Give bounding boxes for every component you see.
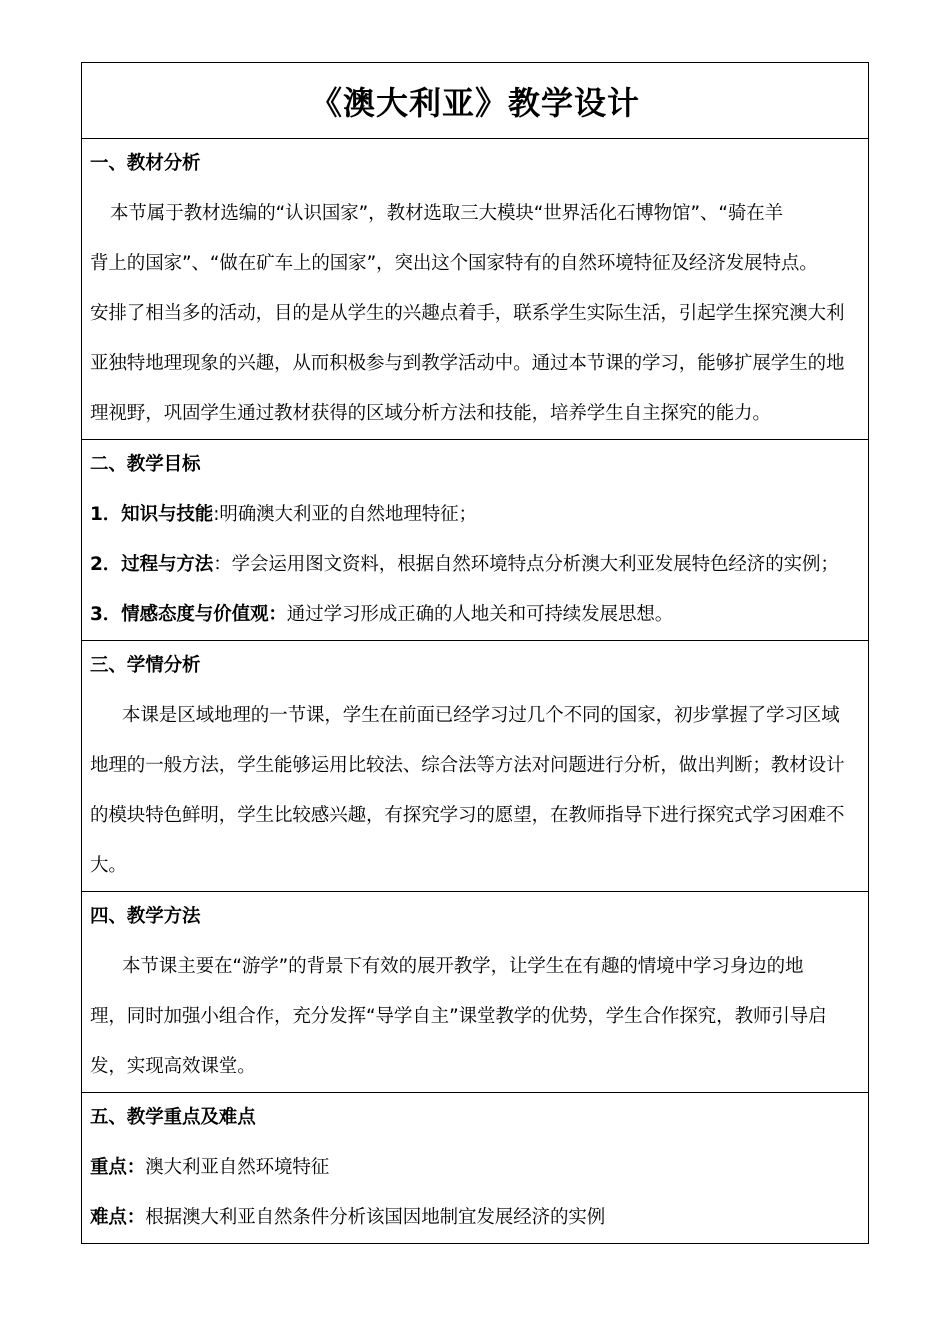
paragraph-line: 理，同时加强小组合作，充分发挥“导学自主”课堂教学的优势，学生合作探究，教师引导启 (90, 1006, 827, 1027)
paragraph-line: 本课是区域地理的一节课，学生在前面已经学习过几个不同的国家，初步掌握了学习区域 (122, 705, 840, 726)
paragraph-line: 发，实现高效课堂。 (90, 1056, 256, 1077)
title-cell (82, 63, 868, 138)
key-point-item (90, 1193, 860, 1243)
key-point-label: 难点： (90, 1207, 146, 1228)
section-heading: 一、教材分析 (90, 153, 201, 174)
paragraph-line: 理视野，巩固学生通过教材获得的区域分析方法和技能，培养学生自主探究的能力。 (90, 403, 771, 424)
section-heading: 二、教学目标 (90, 454, 201, 475)
paragraph-line: 背上的国家”、“做在矿车上的国家”，突出这个国家特有的自然环境特征及经济发展特点。 (90, 253, 818, 274)
key-point-text: 澳大利亚自然环境特征 (145, 1157, 330, 1178)
paragraph-line: 安排了相当多的活动，目的是从学生的兴趣点着手，联系学生实际生活，引起学生探究澳大利 (90, 303, 845, 324)
objective-item (90, 490, 860, 540)
lesson-plan-table (81, 62, 869, 1244)
paragraph-line: 大。 (90, 855, 127, 876)
paragraph-line: 本节属于教材选编的“认识国家”，教材选取三大模块“世界活化石博物馆”、“骑在羊 (110, 203, 784, 224)
objective-label: 1．知识与技能 (90, 504, 214, 525)
key-point-item (90, 1143, 860, 1193)
paragraph-line: 地理的一般方法，学生能够运用比较法、综合法等方法对问题进行分析，做出判断；教材设计 (90, 755, 845, 776)
document-title: 《澳大利亚》教学设计 (309, 83, 640, 122)
objective-text: 通过学习形成正确的人地关和可持续发展思想。 (286, 604, 674, 625)
objective-label: 2．过程与方法 (90, 554, 214, 575)
objective-text: ：学会运用图文资料，根据自然环境特点分析澳大利亚发展特色经济的实例； (213, 554, 839, 575)
paragraph-line: 本节课主要在“游学”的背景下有效的展开教学，让学生在有趣的情境中学习身边的地 (122, 956, 804, 977)
key-point-label: 重点： (90, 1157, 146, 1178)
objective-text: :明确澳大利亚的自然地理特征； (213, 504, 477, 525)
objective-item (90, 540, 860, 590)
section-textbook-analysis (82, 138, 868, 439)
section-heading: 五、教学重点及难点 (90, 1107, 256, 1128)
section-teaching-methods (82, 891, 868, 1092)
section-student-analysis (82, 640, 868, 891)
paragraph-line: 的模块特色鲜明，学生比较感兴趣，有探究学习的愿望，在教师指导下进行探究式学习困难不 (90, 805, 845, 826)
section-heading: 四、教学方法 (90, 906, 201, 927)
objective-label: 3．情感态度与价值观： (90, 604, 287, 625)
section-key-points (82, 1092, 868, 1243)
objective-item (90, 590, 860, 640)
paragraph-line: 亚独特地理现象的兴趣，从而积极参与到教学活动中。通过本节课的学习，能够扩展学生的地 (90, 353, 845, 374)
section-teaching-objectives (82, 439, 868, 640)
section-heading: 三、学情分析 (90, 655, 201, 676)
key-point-text: 根据澳大利亚自然条件分析该国因地制宜发展经济的实例 (145, 1207, 606, 1228)
